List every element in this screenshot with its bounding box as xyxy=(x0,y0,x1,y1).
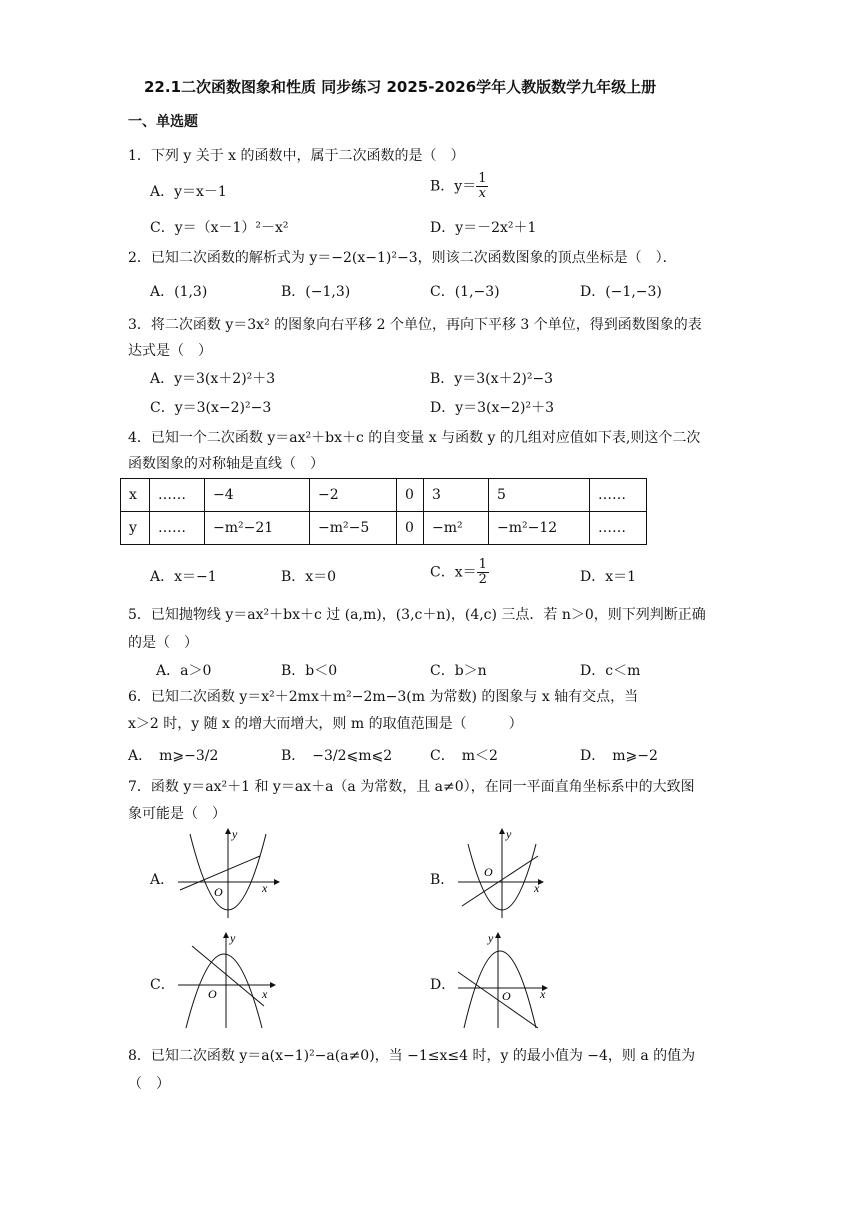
q5-option-b[interactable]: B．b＜0 xyxy=(281,663,338,679)
q4-option-c-prefix: C．x＝ xyxy=(430,564,477,581)
table-cell: −4 xyxy=(205,479,310,512)
table-cell: …… xyxy=(590,479,647,512)
q2-option-d[interactable]: D．(−1,−3) xyxy=(580,284,662,300)
q5-option-c[interactable]: C．b＞n xyxy=(430,663,487,679)
q1-option-b-prefix: B．y＝ xyxy=(430,178,477,195)
origin-label: O xyxy=(208,987,217,1001)
section-heading: 一、单选题 xyxy=(128,114,198,130)
origin-label: O xyxy=(502,989,511,1003)
question-5-stem-line-1: 5．已知抛物线 y＝ax²＋bx＋c 过 (a,m)，(3,c＋n)，(4,c) 三点．若 n＞0，则下列判断正确 xyxy=(128,607,706,623)
q7-graph-b[interactable] xyxy=(456,826,556,921)
q7-option-d-label[interactable]: D． xyxy=(430,977,456,993)
parabola xyxy=(186,954,262,1028)
question-5-stem-line-2: 的是（ ） xyxy=(128,635,198,651)
q7-graph-a[interactable] xyxy=(176,826,286,921)
q1-option-d[interactable]: D．y＝－2x²＋1 xyxy=(430,220,537,236)
q2-option-c[interactable]: C．(1,−3) xyxy=(430,284,500,300)
x-axis-arrow-icon xyxy=(274,879,280,885)
question-8-stem-line-2: （ ） xyxy=(128,1076,170,1092)
x-axis-arrow-icon xyxy=(270,982,276,988)
page-title: 22.1二次函数图象和性质 同步练习 2025-2026学年人教版数学九年级上册 xyxy=(144,78,657,96)
table-cell: 5 xyxy=(489,479,590,512)
x-axis-label: x xyxy=(534,881,540,895)
y-axis-label: y xyxy=(232,827,238,841)
table-cell: …… xyxy=(150,479,205,512)
q7-option-c-label[interactable]: C． xyxy=(150,977,175,993)
question-3-stem-line-2: 达式是（ ） xyxy=(128,343,212,359)
question-8-stem-line-1: 8．已知二次函数 y＝a(x−1)²−a(a≠0)，当 −1≤x≤4 时，y 的最小值为 −4，则 a 的值为 xyxy=(128,1048,696,1064)
question-3-stem-line-1: 3．将二次函数 y＝3x² 的图象向右平移 2 个单位，再向下平移 3 个单位，得到函数图象的表 xyxy=(128,317,702,333)
q3-option-b[interactable]: B．y＝3(x＋2)²−3 xyxy=(430,371,554,387)
parabola xyxy=(464,951,536,1028)
table-cell: y xyxy=(121,512,150,545)
table-cell: −2 xyxy=(310,479,397,512)
question-4-stem-line-1: 4．已知一个二次函数 y＝ax²＋bx＋c 的自变量 x 与函数 y 的几组对应值如下表,则这个二次 xyxy=(128,430,701,446)
table-cell: 3 xyxy=(424,479,489,512)
table-cell: 0 xyxy=(397,512,424,545)
y-axis-arrow-icon xyxy=(495,932,501,938)
q5-option-d[interactable]: D．c＜m xyxy=(580,663,641,679)
table-cell: −m²−21 xyxy=(205,512,310,545)
origin-label: O xyxy=(214,885,223,899)
table-cell: x xyxy=(121,479,150,512)
q4-option-b[interactable]: B．x＝0 xyxy=(281,569,337,585)
question-4-stem-line-2: 函数图象的对称轴是直线（ ） xyxy=(128,456,324,472)
q4-option-a[interactable]: A．x＝−1 xyxy=(150,569,217,585)
q7-option-b-label[interactable]: B． xyxy=(430,872,455,888)
q6-option-c[interactable]: C． m＜2 xyxy=(430,748,498,764)
question-7-stem-line-2: 象可能是（ ） xyxy=(128,806,226,822)
table-cell: …… xyxy=(150,512,205,545)
y-axis-label: y xyxy=(506,827,512,841)
y-axis-arrow-icon xyxy=(499,828,505,834)
x-axis-label: x xyxy=(262,987,268,1001)
q7-option-a-label[interactable]: A． xyxy=(150,872,175,888)
question-6-stem-line-1: 6．已知二次函数 y＝x²＋2mx＋m²−2m−3(m 为常数) 的图象与 x 轴有交点，当 xyxy=(128,689,639,705)
q4-option-d[interactable]: D．x＝1 xyxy=(580,569,637,585)
origin-label: O xyxy=(484,865,493,879)
question-6-stem-line-2: x＞2 时，y 随 x 的增大而增大，则 m 的取值范围是（ ） xyxy=(128,716,523,732)
q4-option-c-fraction: $\frac{1}{2}$ xyxy=(478,557,487,587)
table-cell: −m²−5 xyxy=(310,512,397,545)
table-row-y xyxy=(121,512,647,545)
q5-option-a[interactable]: A．a＞0 xyxy=(156,663,212,679)
table-cell: …… xyxy=(590,512,647,545)
y-axis-label: y xyxy=(488,931,494,945)
question-7-stem-line-1: 7．函数 y＝ax²＋1 和 y＝ax＋a（a 为常数，且 a≠0），在同一平面直角坐标系中的大致图 xyxy=(128,779,695,795)
q6-option-d[interactable]: D． m⩾−2 xyxy=(580,748,658,764)
value-table xyxy=(120,478,647,545)
table-cell: −m²−12 xyxy=(489,512,590,545)
question-2-stem: 2．已知二次函数的解析式为 y＝−2(x−1)²−3，则该二次函数图象的顶点坐标是（ ）． xyxy=(128,250,677,266)
q1-option-b-fraction: $\frac{1}{x}$ xyxy=(478,171,487,201)
q3-option-c[interactable]: C．y＝3(x−2)²−3 xyxy=(150,400,272,416)
question-1-stem: 1．下列 y 关于 x 的函数中，属于二次函数的是（ ） xyxy=(128,148,465,164)
q3-option-a[interactable]: A．y＝3(x＋2)²＋3 xyxy=(150,371,276,387)
q4-option-c[interactable] xyxy=(430,558,489,587)
x-axis-label: x xyxy=(262,881,268,895)
table-row-x xyxy=(121,479,647,512)
x-axis-label: x xyxy=(540,987,546,1001)
q6-option-a[interactable]: A． m⩾−3/2 xyxy=(128,748,219,764)
q7-graph-c[interactable] xyxy=(176,930,286,1030)
y-axis-label: y xyxy=(230,931,236,945)
q2-option-a[interactable]: A．(1,3) xyxy=(150,284,208,300)
q6-option-b[interactable]: B． −3/2⩽m⩽2 xyxy=(281,748,393,764)
q7-graph-d[interactable] xyxy=(456,930,556,1030)
y-axis-arrow-icon xyxy=(223,932,229,938)
y-axis-arrow-icon xyxy=(225,828,231,834)
q3-option-d[interactable]: D．y＝3(x−2)²＋3 xyxy=(430,400,555,416)
table-cell: −m² xyxy=(424,512,489,545)
q1-option-a[interactable]: A．y＝x－1 xyxy=(150,184,227,200)
q2-option-b[interactable]: B．(−1,3) xyxy=(281,284,351,300)
table-cell: 0 xyxy=(397,479,424,512)
q1-option-b[interactable] xyxy=(430,172,488,201)
q1-option-c[interactable]: C．y＝（x－1）²－x² xyxy=(150,220,289,236)
